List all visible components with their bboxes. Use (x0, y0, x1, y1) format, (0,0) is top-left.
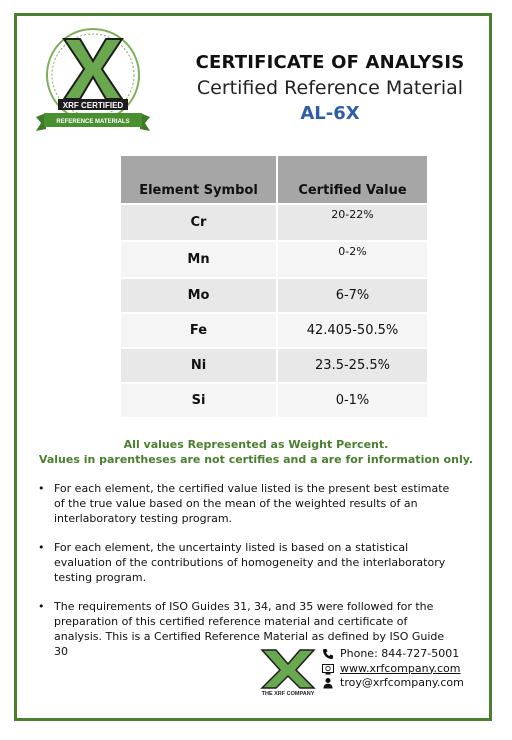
certified-value: 0-2% (277, 241, 427, 278)
phone-number: Phone: 844-727-5001 (340, 647, 460, 660)
certified-value: 23.5-25.5% (277, 348, 427, 383)
certified-value: 0-1% (277, 383, 427, 417)
table-header-row (121, 156, 427, 204)
list-item: • For each element, the certified value listed is the present best estimate of the true value based on the mean of the weighted results of an interlaboratory testing program. (54, 481, 454, 526)
table-row (121, 241, 427, 278)
website-link[interactable]: www.xrfcompany.com (340, 661, 461, 675)
certified-value: 42.405-50.5% (277, 313, 427, 348)
certificate-title: CERTIFICATE OF ANALYSIS (195, 52, 465, 73)
company-logo-text: THE XRF COMPANY (261, 691, 315, 696)
certificate-subtitle: Certified Reference Material (196, 77, 464, 99)
xrf-certified-logo (34, 25, 152, 137)
list-item: • For each element, the uncertainty listed is based on a statistical evaluation of the contributions of homogeneity and the interlaboratory testing program. (54, 540, 454, 585)
table-row (121, 278, 427, 313)
certified-value: 6-7% (277, 278, 427, 313)
element-symbol: Si (121, 383, 277, 417)
element-symbol: Fe (121, 313, 277, 348)
material-code: AL-6X (300, 103, 360, 124)
table-row (121, 383, 427, 417)
phone-icon (322, 648, 334, 660)
phone-row (322, 647, 464, 662)
note-line-1: All values Represented as Weight Percent. (123, 438, 389, 451)
statement-list (54, 481, 454, 673)
note-line-2: Values in parentheses are not certifies and a are for information only. (38, 453, 474, 466)
weight-percent-notes (30, 437, 482, 467)
contact-info (322, 647, 464, 691)
certified-value: 20-22% (277, 204, 427, 241)
element-symbol: Ni (121, 348, 277, 383)
logo-ribbon-text: REFERENCE MATERIALS (56, 119, 130, 125)
table-row (121, 313, 427, 348)
xrf-company-logo (258, 648, 318, 696)
column-header-element-symbol: Element Symbol (121, 156, 277, 204)
certified-values-table (121, 156, 427, 417)
element-symbol: Mn (121, 241, 277, 278)
person-icon (322, 677, 334, 689)
title-block (170, 52, 490, 124)
element-symbol: Cr (121, 204, 277, 241)
list-item: • The requirements of ISO Guides 31, 34, and 35 were followed for the preparation of this certified reference material and certificate of analysis. This is a Certified Reference Material as defined by ISO Guide 30 (54, 599, 454, 659)
element-symbol: Mo (121, 278, 277, 313)
email-row (322, 676, 464, 691)
website-row (322, 662, 464, 677)
table-row (121, 348, 427, 383)
logo-badge-text: XRF CERTIFIED (62, 101, 124, 110)
web-icon (322, 663, 334, 675)
table-row (121, 204, 427, 241)
email-address[interactable]: troy@xrfcompany.com (340, 676, 464, 689)
column-header-certified-value: Certified Value (277, 156, 427, 204)
